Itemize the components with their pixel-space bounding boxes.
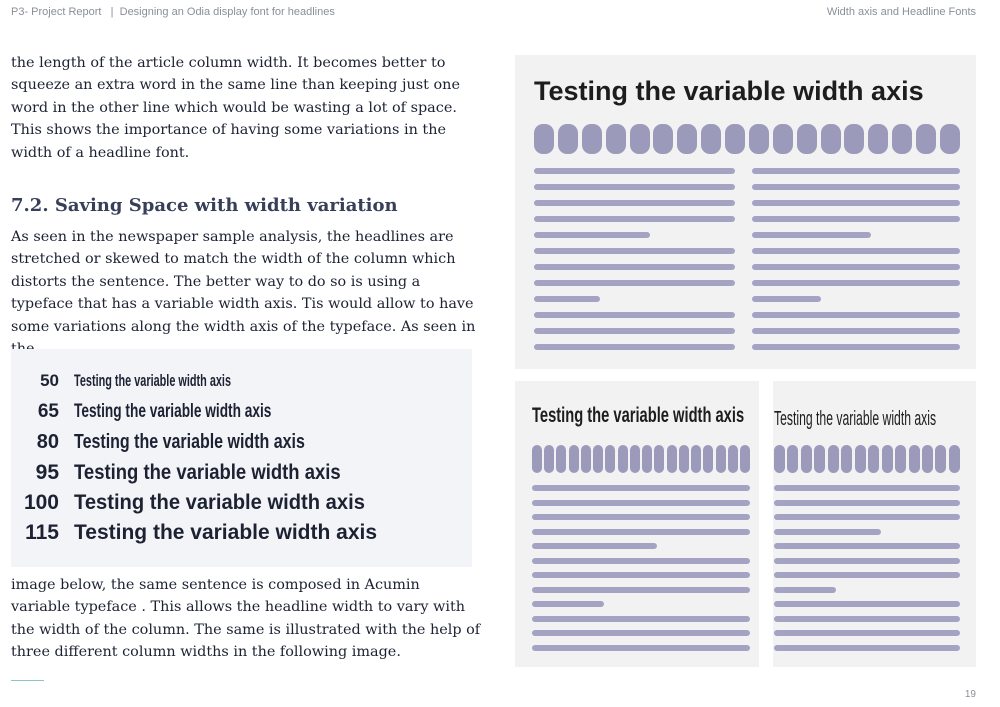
letter-placeholder — [581, 445, 591, 473]
text-line-placeholder — [534, 216, 735, 222]
text-line-placeholder — [534, 296, 600, 302]
mockup-headline: Testing the variable width axis — [532, 404, 745, 427]
footnote-rule — [11, 680, 44, 681]
letter-placeholder — [642, 445, 652, 473]
letter-placeholder — [725, 124, 745, 154]
width-sample-row — [11, 401, 472, 431]
text-line-placeholder — [534, 248, 735, 254]
sample-text: Testing the variable width axis — [74, 371, 231, 390]
text-line-placeholder — [752, 296, 821, 302]
letter-placeholder — [691, 445, 701, 473]
text-line-placeholder — [532, 630, 750, 636]
width-value: 115 — [25, 521, 59, 544]
letter-placeholder — [679, 445, 689, 473]
mockup-headline: Testing the variable width axis — [534, 76, 924, 106]
text-line-placeholder — [532, 529, 750, 535]
sample-text: Testing the variable width axis — [74, 431, 305, 453]
text-line-placeholder — [534, 232, 650, 238]
letter-placeholder — [593, 445, 603, 473]
letter-placeholder — [532, 445, 542, 473]
width-sample-row — [11, 431, 472, 461]
text-line-placeholder — [532, 616, 750, 622]
letter-placeholder — [749, 124, 769, 154]
letter-placeholder — [667, 445, 677, 473]
letter-placeholder — [534, 124, 554, 154]
letter-placeholder — [630, 445, 640, 473]
text-line-placeholder — [534, 312, 735, 318]
text-line-placeholder — [534, 328, 735, 334]
text-column-placeholder — [774, 485, 960, 655]
width-value: 50 — [40, 371, 59, 390]
letter-placeholder — [654, 445, 664, 473]
text-line-placeholder — [774, 558, 960, 564]
text-column-placeholder — [534, 168, 735, 353]
letter-placeholder — [630, 124, 650, 154]
letter-placeholder — [677, 124, 697, 154]
letter-placeholder — [909, 445, 920, 473]
width-sample-row — [11, 371, 472, 401]
letter-placeholder — [703, 445, 713, 473]
letter-placeholder — [868, 124, 888, 154]
sample-text: Testing the variable width axis — [74, 521, 378, 544]
text-line-placeholder — [534, 168, 735, 174]
text-line-placeholder — [774, 616, 960, 622]
letter-placeholder — [740, 445, 750, 473]
text-line-placeholder — [774, 630, 960, 636]
text-line-placeholder — [532, 514, 750, 520]
letter-placeholder — [882, 445, 893, 473]
mockup-headline: Testing the variable width axis — [774, 408, 937, 430]
width-value: 100 — [23, 491, 59, 514]
letter-placeholder — [569, 445, 579, 473]
letter-placeholder — [916, 124, 936, 154]
letter-placeholder — [716, 445, 726, 473]
letter-placeholder — [868, 445, 879, 473]
text-line-placeholder — [534, 184, 735, 190]
text-line-placeholder — [752, 264, 960, 270]
text-line-placeholder — [752, 200, 960, 206]
letter-placeholder — [558, 124, 578, 154]
text-line-placeholder — [752, 328, 960, 334]
text-line-placeholder — [752, 216, 960, 222]
sample-text: Testing the variable width axis — [74, 461, 341, 484]
section-heading: 7.2. Saving Space with width variation — [11, 195, 398, 216]
text-line-placeholder — [532, 485, 750, 491]
wide-column-mockup — [515, 55, 976, 369]
sample-text: Testing the variable width axis — [74, 401, 272, 422]
letter-placeholder — [922, 445, 933, 473]
width-samples-figure — [11, 349, 472, 567]
body-paragraph-1: the length of the article column width. It becomes better to squeeze an extra word in the same line than keeping just one word in the other line which would be wasting a lot of space. This shows the importance of having some variations in the width of a headline font. — [11, 55, 460, 161]
width-sample-row — [11, 521, 472, 551]
text-line-placeholder — [752, 248, 960, 254]
letter-placeholder — [653, 124, 673, 154]
letter-placeholder — [773, 124, 793, 154]
letter-placeholder — [895, 445, 906, 473]
letter-placeholder — [787, 445, 798, 473]
running-header-right: Width axis and Headline Fonts — [826, 6, 976, 18]
text-line-placeholder — [774, 645, 960, 651]
letter-placeholder — [935, 445, 946, 473]
text-line-placeholder — [532, 601, 604, 607]
letter-placeholder — [828, 445, 839, 473]
text-column-placeholder — [532, 485, 750, 655]
text-line-placeholder — [774, 601, 960, 607]
text-line-placeholder — [532, 645, 750, 651]
text-line-placeholder — [752, 344, 960, 350]
width-value: 95 — [35, 461, 59, 484]
headline-letter-placeholders — [532, 445, 750, 473]
text-line-placeholder — [532, 558, 750, 564]
body-paragraph-3: image below, the same sentence is composed in Acumin variable typeface . This allows the headline width to vary with the width of the column. The same is illustrated with the help of three different column widths in the following image. — [11, 577, 481, 661]
letter-placeholder — [801, 445, 812, 473]
sample-text: Testing the variable width axis — [74, 491, 365, 514]
letter-placeholder — [855, 445, 866, 473]
letter-placeholder — [797, 124, 817, 154]
letter-placeholder — [618, 445, 628, 473]
text-line-placeholder — [752, 232, 871, 238]
text-line-placeholder — [774, 587, 836, 593]
width-value: 80 — [36, 431, 59, 453]
letter-placeholder — [821, 124, 841, 154]
letter-placeholder — [544, 445, 554, 473]
letter-placeholder — [701, 124, 721, 154]
page-number: 19 — [964, 689, 976, 700]
text-line-placeholder — [534, 200, 735, 206]
letter-placeholder — [728, 445, 738, 473]
text-line-placeholder — [774, 543, 960, 549]
running-header-left: P3- Project Report | Designing an Odia display font for headlines — [11, 6, 335, 18]
text-line-placeholder — [774, 500, 960, 506]
letter-placeholder — [774, 445, 785, 473]
headline-letter-placeholders — [774, 445, 960, 473]
text-line-placeholder — [752, 168, 960, 174]
text-line-placeholder — [774, 529, 881, 535]
text-line-placeholder — [774, 514, 960, 520]
text-line-placeholder — [532, 572, 750, 578]
width-sample-row — [11, 461, 472, 491]
letter-placeholder — [582, 124, 602, 154]
medium-column-mockup — [515, 381, 759, 667]
text-line-placeholder — [532, 500, 750, 506]
text-line-placeholder — [752, 280, 960, 286]
width-sample-row — [11, 491, 472, 521]
text-line-placeholder — [752, 184, 960, 190]
letter-placeholder — [556, 445, 566, 473]
body-paragraph-2: As seen in the newspaper sample analysis, the headlines are stretched or skewed to match the width of the column which distorts the sentence. The better way to do so is using a typeface that has a variable width axis. Tis would allow to have some variations along the width axis of the typeface. As seen in — [11, 229, 476, 335]
letter-placeholder — [606, 124, 626, 154]
letter-placeholder — [605, 445, 615, 473]
headline-letter-placeholders — [534, 124, 960, 154]
letter-placeholder — [949, 445, 960, 473]
text-line-placeholder — [534, 280, 735, 286]
text-line-placeholder — [774, 572, 960, 578]
letter-placeholder — [844, 124, 864, 154]
width-value: 65 — [37, 401, 59, 422]
narrow-column-mockup — [773, 381, 976, 667]
letter-placeholder — [892, 124, 912, 154]
letter-placeholder — [940, 124, 960, 154]
letter-placeholder — [814, 445, 825, 473]
text-column-placeholder — [752, 168, 960, 353]
text-line-placeholder — [532, 587, 750, 593]
text-line-placeholder — [752, 312, 960, 318]
text-line-placeholder — [774, 485, 960, 491]
letter-placeholder — [841, 445, 852, 473]
text-line-placeholder — [532, 543, 657, 549]
text-line-placeholder — [534, 344, 735, 350]
text-line-placeholder — [534, 264, 735, 270]
